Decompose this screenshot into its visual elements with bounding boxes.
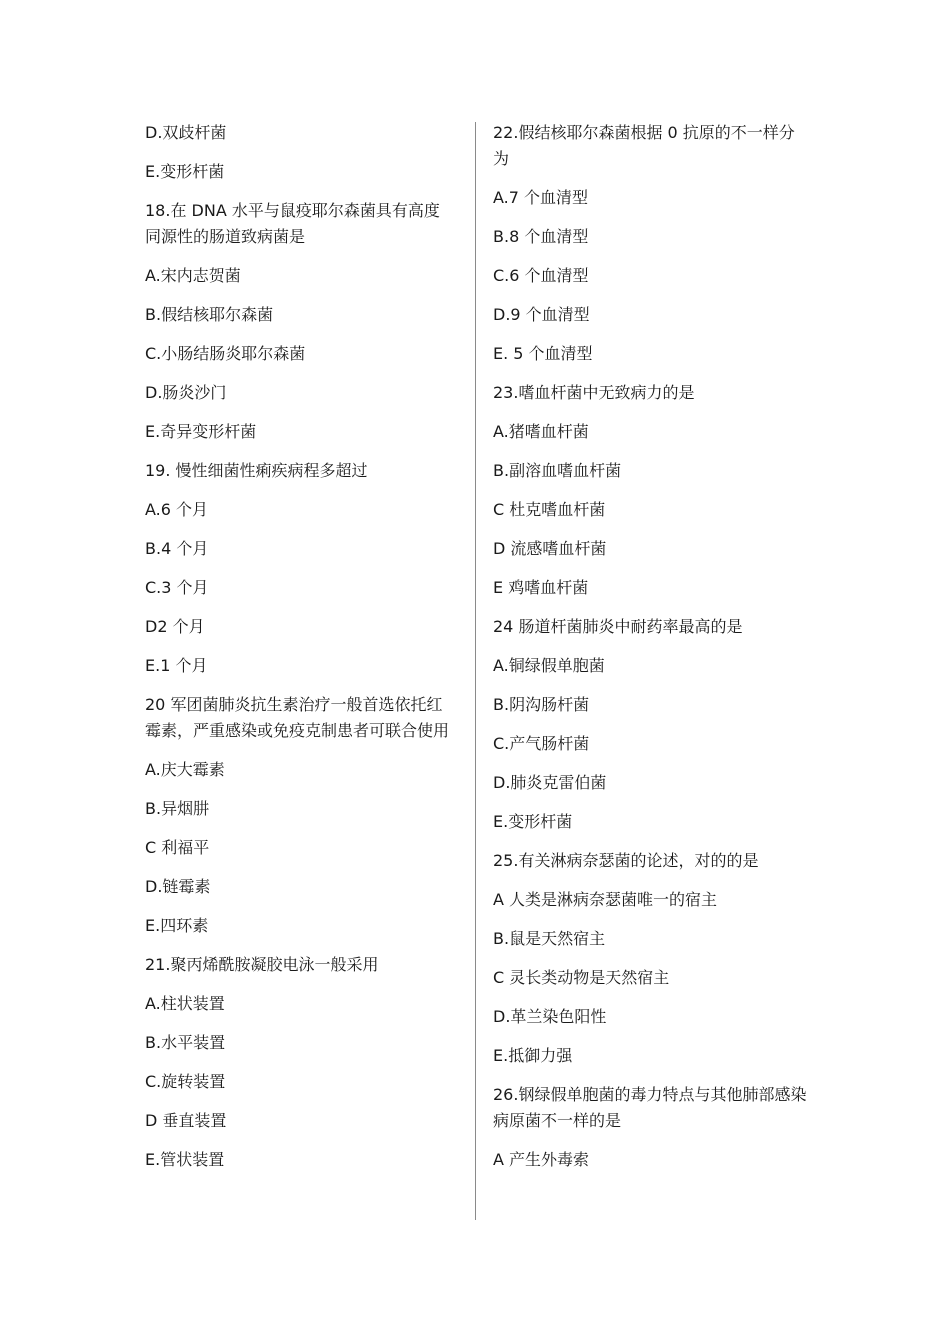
option-item: E.管状装置	[145, 1150, 225, 1169]
option-item: E. 5 个血清型	[493, 344, 593, 363]
option-item: E.奇异变形杆菌	[145, 422, 257, 441]
option-item: A.宋内志贺菌	[145, 266, 241, 285]
option-item: A 人类是淋病奈瑟菌唯一的宿主	[493, 890, 718, 909]
left-column	[145, 120, 455, 1186]
question-text: 21.聚丙烯酰胺凝胶电泳一般采用	[145, 955, 379, 974]
option-item: B.副溶血嗜血杆菌	[493, 461, 622, 480]
option-item: C 灵长类动物是天然宿主	[493, 968, 670, 987]
option-item: E.变形杆菌	[493, 812, 573, 831]
right-column	[493, 120, 808, 1186]
option-item: B.假结核耶尔森菌	[145, 305, 274, 324]
column-divider	[475, 122, 476, 1220]
option-item: D2 个月	[145, 617, 205, 636]
option-item: A 产生外毒索	[493, 1150, 590, 1169]
option-item: D.链霉素	[145, 877, 211, 896]
option-item: D.肠炎沙门	[145, 383, 227, 402]
option-item: B.4 个月	[145, 539, 209, 558]
option-item: D.双歧杆菌	[145, 123, 227, 142]
question-text: 19. 慢性细菌性痢疾病程多超过	[145, 461, 368, 480]
option-item: C.产气肠杆菌	[493, 734, 590, 753]
question-text: 22.假结核耶尔森菌根据 0 抗原的不一样分为	[493, 123, 795, 168]
option-item: B.8 个血清型	[493, 227, 589, 246]
option-item: C.旋转装置	[145, 1072, 226, 1091]
option-item: C.3 个月	[145, 578, 209, 597]
option-item: A.柱状装置	[145, 994, 225, 1013]
option-item: C.6 个血清型	[493, 266, 589, 285]
option-item: D 流感嗜血杆菌	[493, 539, 607, 558]
option-item: C.小肠结肠炎耶尔森菌	[145, 344, 306, 363]
option-item: B.鼠是天然宿主	[493, 929, 606, 948]
question-text: 26.钢绿假单胞菌的毒力特点与其他肺部感染病原菌不一样的是	[493, 1085, 807, 1130]
question-text: 20 军团菌肺炎抗生素治疗一般首选依托红霉素，严重感染或免疫克制患者可联合使用	[145, 695, 450, 740]
option-item: D.肺炎克雷伯菌	[493, 773, 607, 792]
option-item: A.6 个月	[145, 500, 209, 519]
question-text: 23.嗜血杆菌中无致病力的是	[493, 383, 695, 402]
option-item: B.阴沟肠杆菌	[493, 695, 590, 714]
option-item: A.7 个血清型	[493, 188, 589, 207]
option-item: D.9 个血清型	[493, 305, 590, 324]
option-item: E.抵御力强	[493, 1046, 573, 1065]
option-item: B.异烟肼	[145, 799, 210, 818]
question-text: 24 肠道杆菌肺炎中耐药率最高的是	[493, 617, 743, 636]
option-item: C 利福平	[145, 838, 210, 857]
option-item: E.变形杆菌	[145, 162, 225, 181]
question-text: 25.有关淋病奈瑟菌的论述，对的的是	[493, 851, 759, 870]
option-item: D.革兰染色阳性	[493, 1007, 607, 1026]
option-item: C 杜克嗜血杆菌	[493, 500, 606, 519]
option-item: D 垂直装置	[145, 1111, 227, 1130]
option-item: A.庆大霉素	[145, 760, 225, 779]
option-item: A.猪嗜血杆菌	[493, 422, 589, 441]
option-item: B.水平装置	[145, 1033, 226, 1052]
option-item: E.四环素	[145, 916, 209, 935]
option-item: A.铜绿假单胞菌	[493, 656, 605, 675]
question-text: 18.在 DNA 水平与鼠疫耶尔森菌具有高度同源性的肠道致病菌是	[145, 201, 440, 246]
option-item: E.1 个月	[145, 656, 208, 675]
option-item: E 鸡嗜血杆菌	[493, 578, 589, 597]
